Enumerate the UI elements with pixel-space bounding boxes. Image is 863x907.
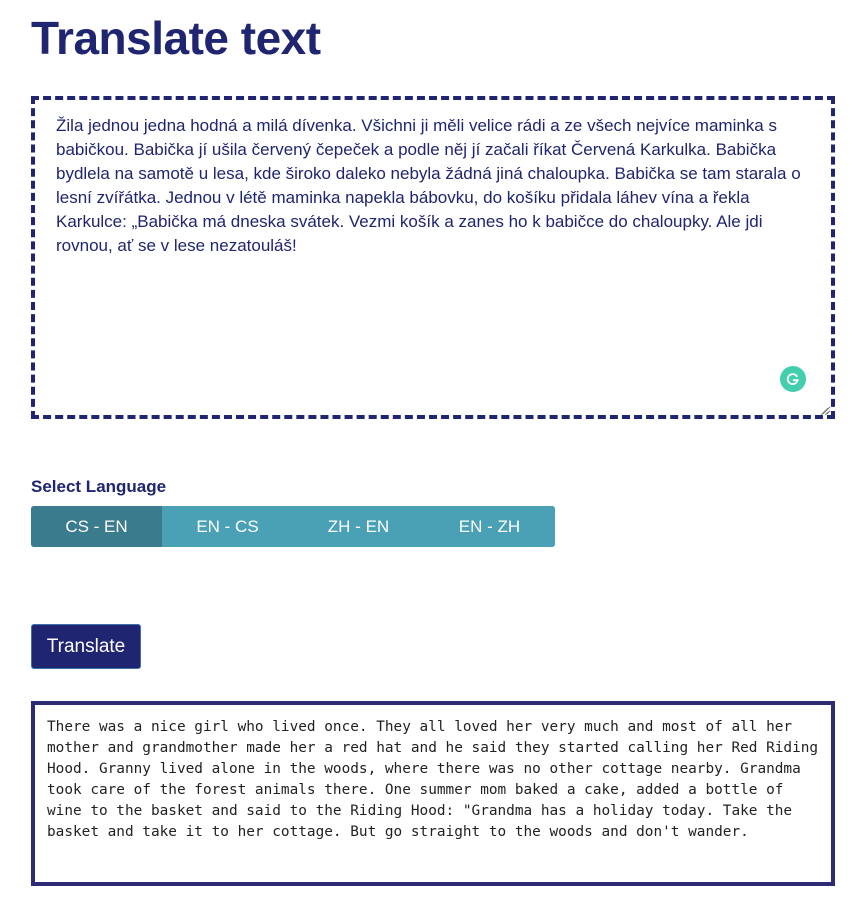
translate-button[interactable]: Translate: [31, 624, 141, 669]
page-title: Translate text: [31, 12, 321, 64]
language-selector: [31, 506, 555, 547]
source-text-input[interactable]: [35, 100, 831, 415]
grammarly-icon[interactable]: [780, 366, 806, 392]
source-text-container: [31, 96, 835, 419]
lang-option-zh-en[interactable]: ZH - EN: [293, 506, 424, 547]
lang-option-en-zh[interactable]: EN - ZH: [424, 506, 555, 547]
lang-option-en-cs[interactable]: EN - CS: [162, 506, 293, 547]
resize-handle-icon[interactable]: [819, 403, 829, 413]
select-language-label: Select Language: [31, 477, 167, 496]
translation-output: There was a nice girl who lived once. They all loved her very much and most of all her mother and grandmother made her a red hat and he said they started calling her Red Riding Hood. Granny lived alone in the woods, where there was no other cottage nearby. Grandma took care of the forest animals there. One summer mom baked a cake, added a bottle of wine to the basket and said to the Riding Hood: "Grandma has a holiday today. Take the basket and take it to her cottage. But go straight to the woods and don't wander.: [31, 701, 835, 886]
lang-option-cs-en[interactable]: CS - EN: [31, 506, 162, 547]
